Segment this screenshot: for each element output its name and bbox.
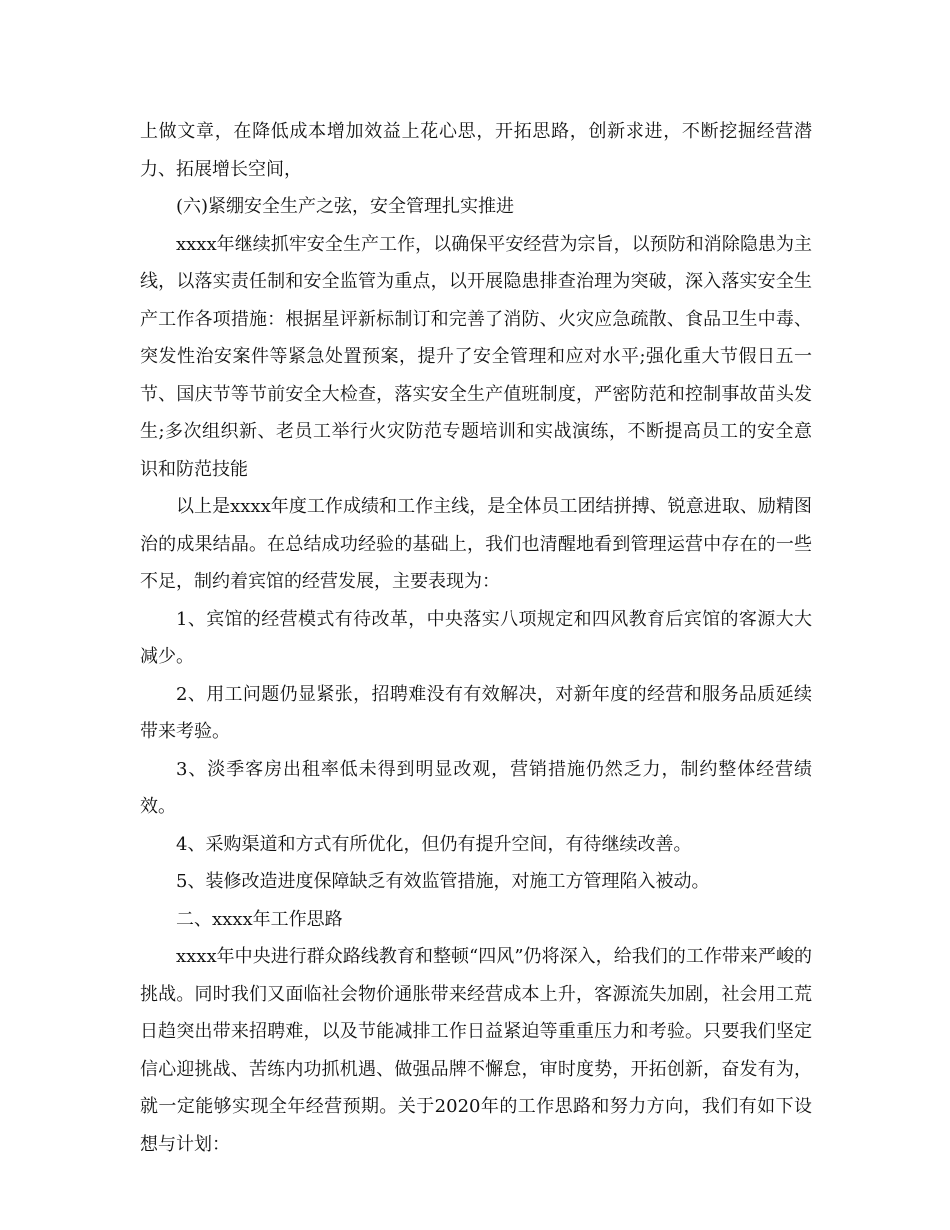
document-body [140,113,812,1163]
list-item-5: 5、装修改造进度保障缺乏有效监管措施，对施工方管理陷入被动。 [176,871,710,892]
paragraph-safety-work: xxxx年继续抓牢安全生产工作，以确保平安经营为宗旨，以预防和消除隐患为主线，以落实责任制和安全监管为重点，以开展隐患排查治理为突破，深入落实安全生产工作各项措施：根据星评新标制订和完善了消防、火灾应急疏散、食品卫生中毒、突发性治安案件等紧急处置预案，提升了安全管理和应对水平;强化重大节假日五一节、国庆节等节前安全大检查，落实安全生产值班制度，严密防范和控制事故苗头发生;多次组织新、老员工举行火灾防范专题培训和实战演练，不断提高员工的安全意识和防范技能 [140,233,812,480]
section-heading-work-plan: 二、xxxx年工作思路 [176,908,343,930]
list-item-3: 3、淡季客房出租率低未得到明显改观，营销措施仍然乏力，制约整体经营绩效。 [140,758,812,817]
paragraph-continuation: 上做文章，在降低成本增加效益上花心思，开拓思路，创新求进，不断挖掘经营潜力、拓展增长空间， [140,121,812,180]
list-item-2: 2、用工问题仍显紧张，招聘难没有有效解决，对新年度的经营和服务品质延续带来考验。 [140,683,812,742]
paragraph-work-plan: xxxx年中央进行群众路线教育和整顿“四风”仍将深入，给我们的工作带来严峻的挑战。同时我们又面临社会物价通胀带来经营成本上升，客源流失加剧，社会用工荒日趋突出带来招聘难，以及节能减排工作日益紧迫等重重压力和考验。只要我们坚定信心迎挑战、苦练内功抓机遇、做强品牌不懈怠，审时度势，开拓创新，奋发有为，就一定能够实现全年经营预期。关于2020年的工作思路和努力方向，我们有如下设想与计划： [140,946,812,1155]
paragraph-summary: 以上是xxxx年度工作成绩和工作主线，是全体员工团结拼搏、锐意进取、励精图治的成果结晶。在总结成功经验的基础上，我们也清醒地看到管理运营中存在的一些不足，制约着宾馆的经营发展，主要表现为： [140,496,812,592]
list-item-1: 1、宾馆的经营模式有待改革，中央落实八项规定和四风教育后宾馆的客源大大减少。 [140,608,812,667]
list-item-4: 4、采购渠道和方式有所优化，但仍有提升空间，有待继续改善。 [176,833,692,855]
section-heading-safety: (六)紧绷安全生产之弦，安全管理扎实推进 [176,196,515,217]
